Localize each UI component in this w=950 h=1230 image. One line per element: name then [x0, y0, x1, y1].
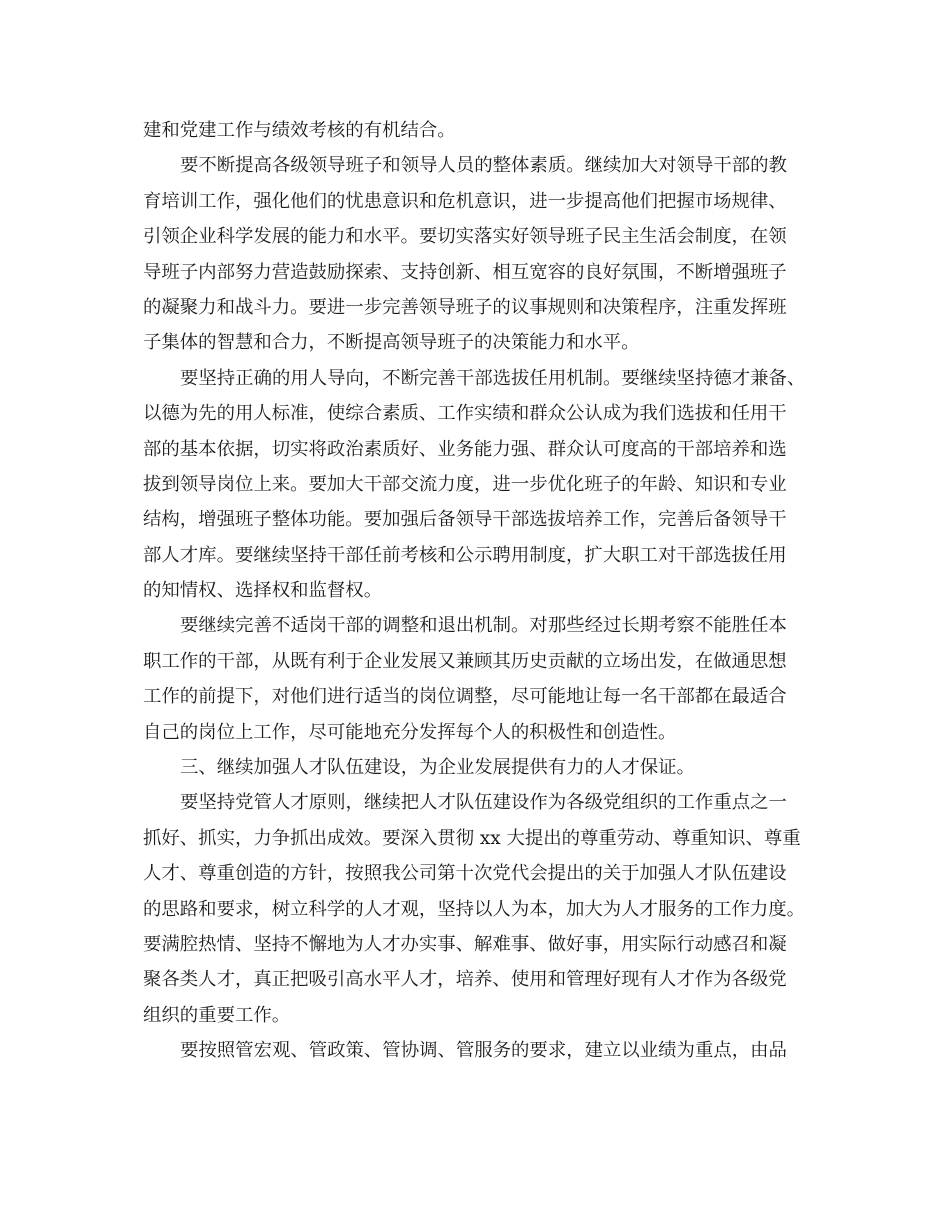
text-line: 的凝聚力和战斗力。要进一步完善领导班子的议事规则和决策程序，注重发挥班 [143, 296, 787, 318]
text-line: 引领企业科学发展的能力和水平。要切实落实好领导班子民主生活会制度，在领 [143, 226, 787, 248]
text-line: 职工作的干部，从既有利于企业发展又兼顾其历史贡献的立场出发，在做通思想 [143, 650, 787, 672]
paragraph-start-line: 要坚持正确的用人导向，不断完善干部选拔任用机制。要继续坚持德才兼备、 [180, 367, 806, 389]
text-line: 结构，增强班子整体功能。要加强后备领导干部选拔培养工作，完善后备领导干 [143, 509, 787, 531]
text-line: 拔到领导岗位上来。要加大干部交流力度，进一步优化班子的年龄、知识和专业 [143, 473, 787, 495]
text-line: 抓好、抓实，力争抓出成效。要深入贯彻 xx 大提出的尊重劳动、尊重知识、尊重 [143, 827, 801, 849]
paragraph-start-line: 要不断提高各级领导班子和领导人员的整体素质。继续加大对领导干部的教 [180, 155, 787, 177]
text-line: 部的基本依据，切实将政治素质好、业务能力强、群众认可度高的干部培养和选 [143, 438, 787, 460]
text-line: 育培训工作，强化他们的忧患意识和危机意识，进一步提高他们把握市场规律、 [143, 190, 787, 212]
text-line: 组织的重要工作。 [143, 1004, 291, 1026]
text-line: 的思路和要求，树立科学的人才观，坚持以人为本，加大为人才服务的工作力度。 [143, 898, 806, 920]
text-line: 子集体的智慧和合力，不断提高领导班子的决策能力和水平。 [143, 332, 640, 354]
document-body [143, 113, 806, 1069]
text-line: 导班子内部努力营造鼓励探索、支持创新、相互宽容的良好氛围，不断增强班子 [143, 261, 787, 283]
paragraph-start-line: 要按照管宏观、管政策、管协调、管服务的要求，建立以业绩为重点，由品 [180, 1040, 787, 1062]
text-line: 自己的岗位上工作，尽可能地充分发挥每个人的积极性和创造性。 [143, 721, 677, 743]
text-line: 聚各类人才，真正把吸引高水平人才，培养、使用和管理好现有人才作为各级党 [143, 969, 787, 991]
text-line: 工作的前提下，对他们进行适当的岗位调整，尽可能地让每一名干部都在最适合 [143, 686, 787, 708]
text-line: 建和党建工作与绩效考核的有机结合。 [143, 120, 456, 141]
text-line: 要满腔热情、坚持不懈地为人才办实事、解难事、做好事，用实际行动感召和凝 [143, 933, 787, 955]
text-line: 以德为先的用人标准，使综合素质、工作实绩和群众公认成为我们选拔和任用干 [143, 403, 787, 425]
text-line: 部人才库。要继续坚持干部任前考核和公示聘用制度，扩大职工对干部选拔任用 [143, 544, 787, 566]
paragraph-start-line: 要坚持党管人才原则，继续把人才队伍建设作为各级党组织的工作重点之一 [180, 792, 787, 814]
text-line: 人才、尊重创造的方针，按照我公司第十次党代会提出的关于加强人才队伍建设 [143, 863, 787, 885]
paragraph-start-line: 要继续完善不适岗干部的调整和退出机制。对那些经过长期考察不能胜任本 [180, 615, 787, 637]
section-heading-line: 三、继续加强人才队伍建设，为企业发展提供有力的人才保证。 [180, 757, 695, 779]
text-line: 的知情权、选择权和监督权。 [143, 580, 383, 602]
